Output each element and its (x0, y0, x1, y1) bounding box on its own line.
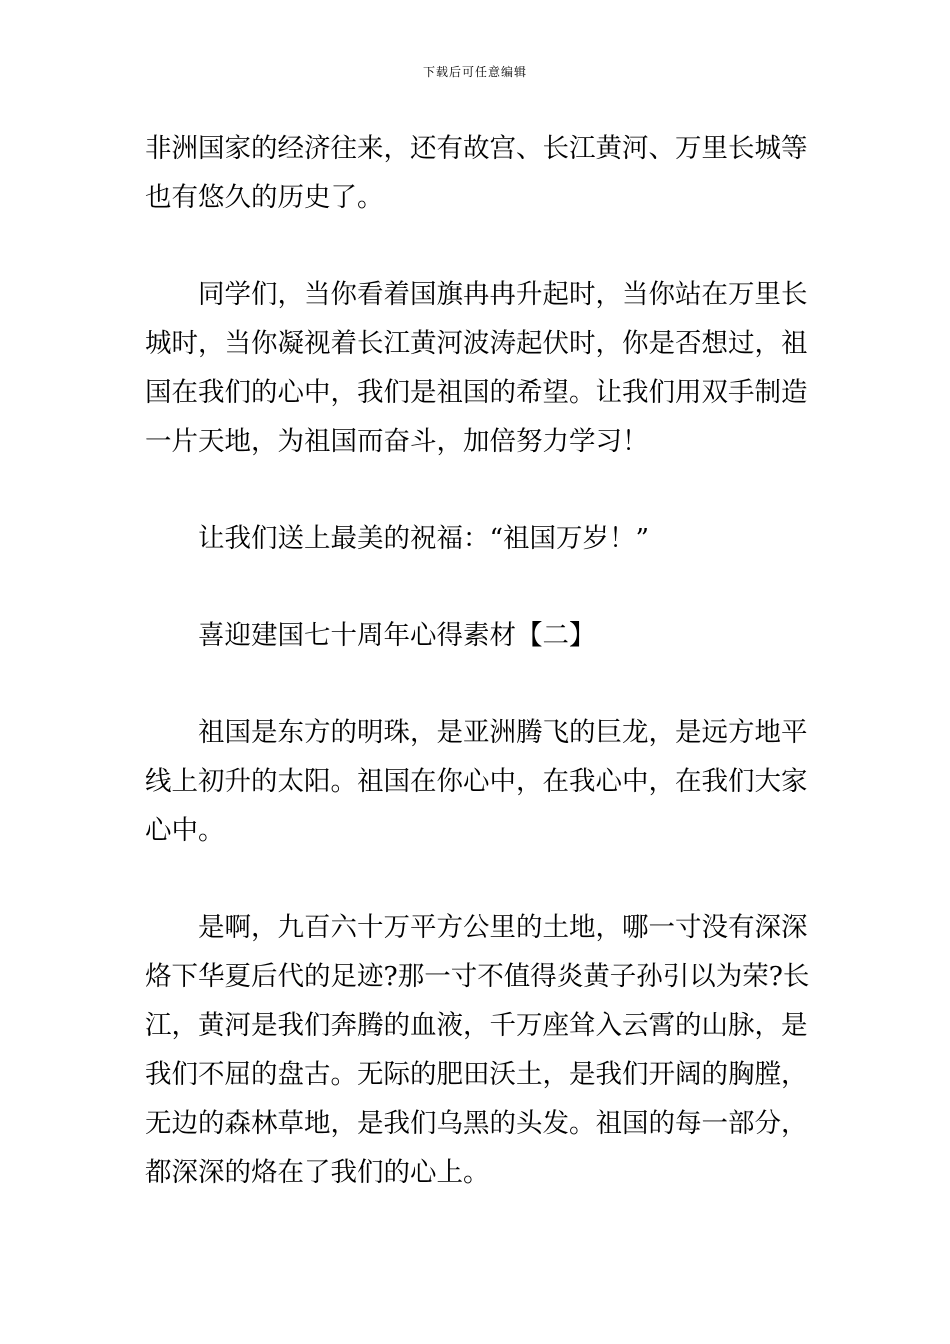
text-line: 国在我们的心中，我们是祖国的希望。让我们用双手制造 (145, 377, 808, 408)
section-heading (145, 611, 807, 660)
document-body (145, 124, 810, 1197)
text-line: 非洲国家的经济往来，还有故宫、长江黄河、万里长城等 (145, 133, 808, 164)
paragraph (145, 124, 807, 222)
text-line: 城时，当你凝视着长江黄河波涛起伏时，你是否想过，祖 (145, 328, 808, 359)
text-line: 无边的森林草地，是我们乌黑的头发。祖国的每一部分， (145, 1108, 808, 1139)
paragraph (145, 270, 807, 466)
text-line: 也有悠久的历史了。 (145, 182, 384, 213)
text-line: 烙下华夏后代的足迹?那一寸不值得炎黄子孙引以为荣?长 (145, 961, 810, 992)
text-line: 线上初升的太阳。祖国在你心中，在我心中，在我们大家 (145, 766, 808, 797)
paragraph (145, 514, 807, 563)
text-line: 一片天地，为祖国而奋斗，加倍努力学习！ (145, 426, 649, 457)
page-header-note: 下载后可任意编辑 (422, 65, 527, 79)
text-line: 心中。 (145, 815, 225, 846)
text-line: 祖国是东方的明珠，是亚洲腾飞的巨龙，是远方地平 (198, 717, 808, 748)
paragraph (145, 903, 810, 1197)
paragraph (145, 708, 807, 855)
section-heading-text: 喜迎建国七十周年心得素材【二】 (198, 620, 596, 651)
text-line: 让我们送上最美的祝福：“祖国万岁！” (198, 523, 650, 554)
text-line: 江，黄河是我们奔腾的血液，千万座耸入云霄的山脉，是 (145, 1010, 808, 1041)
text-line: 都深深的烙在了我们的心上。 (145, 1157, 490, 1188)
text-line: 同学们，当你看着国旗冉冉升起时，当你站在万里长 (198, 279, 808, 310)
text-line: 我们不屈的盘古。无际的肥田沃土，是我们开阔的胸膛， (145, 1059, 808, 1090)
text-line: 是啊，九百六十万平方公里的土地，哪一寸没有深深 (198, 912, 808, 943)
